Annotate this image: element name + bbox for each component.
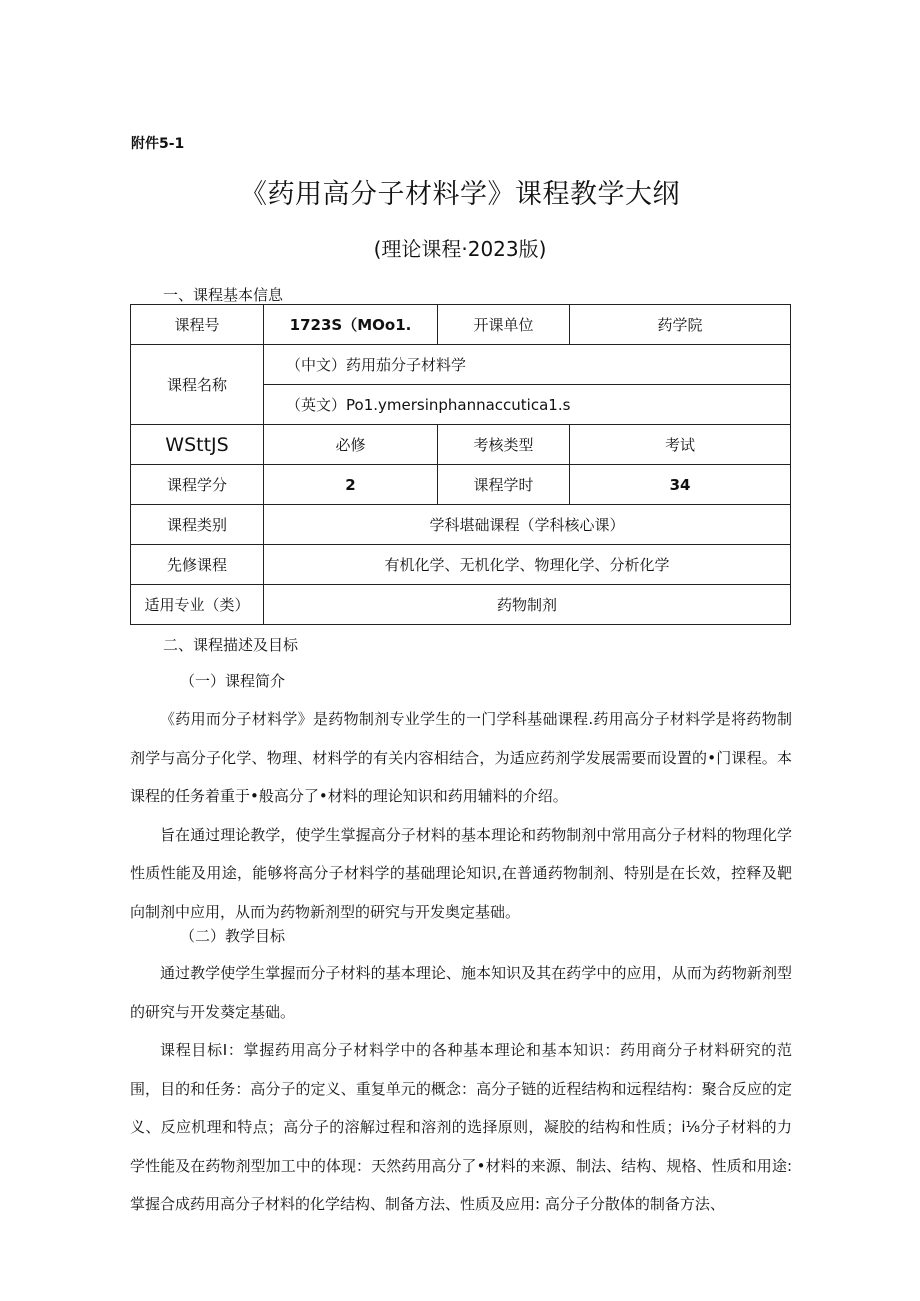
unit-value: 药学院 (570, 305, 791, 345)
intro-paragraph-2: 旨在通过理论教学，使学生掌握高分子材料的基本理论和药物制剂中常用高分子材料的物理化学性质性能及用途，能够将高分子材料学的基础理论知识,在普通药物制剂、特别是在长效，控释及靶向制剂中应用，从而为药物新剂型的研究与开发奥定基础。 (130, 825, 792, 921)
document-title: 《药用高分子材料学》课程教学大纲 (240, 179, 680, 210)
prereq-value: 有机化学、无机化学、物理化学、分析化学 (264, 545, 791, 585)
goals-paragraph-2: 课程目标I：掌握药用高分子材料学中的各种基本理论和基本知识：药用商分子材料研究的范围，目的和任务：高分子的定义、重复单元的概念：高分子链的近程结构和远程结构：聚合反应的定义、反应机理和特点；高分子的溶解过程和溶剂的选择原则，凝胶的结构和性质；i⅛分子材料的力学性能及在药物剂型加工中的体现：天然药用高分了•材料的来源、制法、结构、规格、性质和用途: 掌握合成药用高分子材料的化学结构、制备方法、性质及应用: 高分子分散体的制备方法、 (130, 1041, 792, 1213)
unit-label: 开课单位 (438, 305, 570, 345)
course-nature-value: 必修 (264, 425, 438, 465)
hours-value: 34 (570, 465, 791, 505)
intro-text (130, 700, 792, 931)
table-row (131, 465, 791, 505)
hours-label: 课程学时 (438, 465, 570, 505)
major-value: 药物制剂 (264, 585, 791, 625)
table-row (131, 305, 791, 345)
course-code-value: 1723S（MOo1. (264, 305, 438, 345)
course-code-label: 课程号 (131, 305, 264, 345)
table-row (131, 345, 791, 385)
intro-paragraph-1: 《药用而分子材料学》是药物制剂专业学生的一门学科基础课程.药用高分子材料学是将药物制剂学与高分子化学、物理、材料学的有关内容相结合，为适应药剂学发展需要而设置的•门课程。本课程的任务着重于•般高分了•材料的理论知识和药用辅料的介绍。 (130, 710, 792, 805)
goals-paragraph-1: 通过教学使学生掌握而分子材料的基本理论、施本知识及其在药学中的应用，从而为药物新剂型的研究与开发葵定基础。 (130, 964, 792, 1021)
table-row (131, 585, 791, 625)
exam-type-label: 考核类型 (438, 425, 570, 465)
major-label: 适用专业（类） (131, 585, 264, 625)
table-row (131, 425, 791, 465)
table-row (131, 545, 791, 585)
course-nature-label: WSttJS (131, 425, 264, 465)
section-basic-info-heading: 一、课程基本信息 (163, 286, 284, 304)
course-name-cn: （中文）药用茄分子材料学 (264, 345, 791, 385)
table-row (131, 505, 791, 545)
credit-label: 课程学分 (131, 465, 264, 505)
course-name-label: 课程名称 (131, 345, 264, 425)
category-value: 学科堪础课程（学科核心课） (264, 505, 791, 545)
credit-value: 2 (264, 465, 438, 505)
attachment-label: 附件5-1 (131, 136, 185, 152)
category-label: 课程类别 (131, 505, 264, 545)
subsection-goals-heading: （二）教学目标 (180, 927, 286, 945)
subsection-intro-heading: （一）课程简介 (180, 672, 286, 690)
goals-text (130, 954, 792, 1224)
exam-type-value: 考试 (570, 425, 791, 465)
document-subtitle: (理论课程·2023版) (373, 237, 547, 261)
prereq-label: 先修课程 (131, 545, 264, 585)
course-info-table (130, 304, 791, 625)
course-name-en: （英文）Po1.ymersinphannaccutica1.s (264, 385, 791, 425)
section-description-heading: 二、课程描述及目标 (163, 636, 299, 654)
